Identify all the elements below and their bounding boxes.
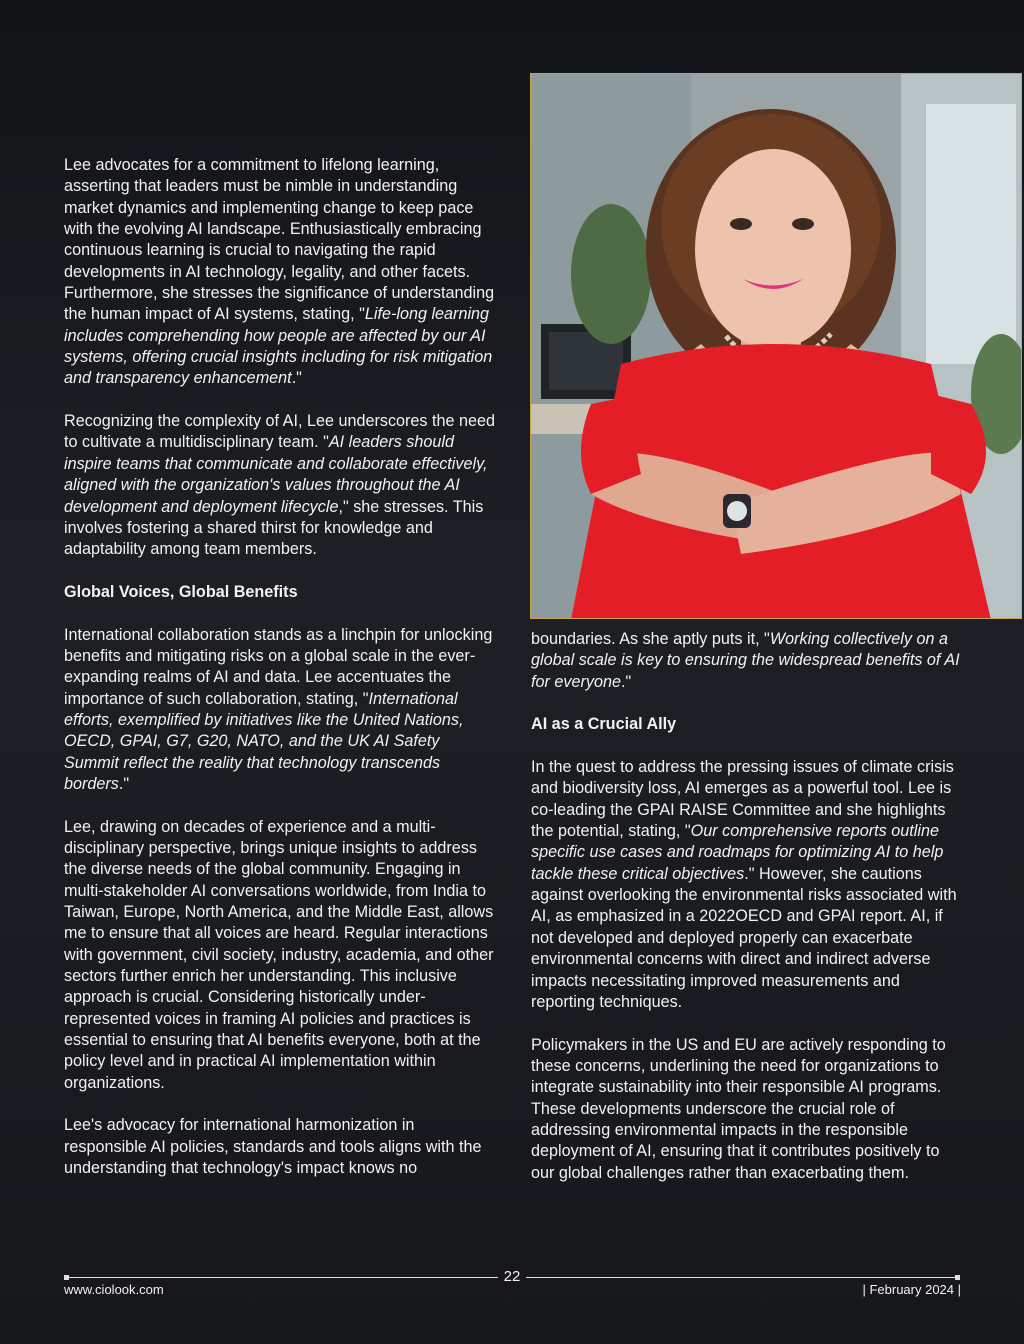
portrait-illustration <box>531 74 1022 619</box>
left-column <box>64 155 496 1201</box>
paragraph: Recognizing the complexity of AI, Lee underscores the need to cultivate a multidisciplinary team. "AI leaders should inspire teams that communicate and collaborate effectively, aligned with the organization's values throughout the AI development and deployment lifecycle," she stresses. This involves fostering a shared thirst for knowledge and adaptability among team members. <box>64 412 496 559</box>
paragraph: Lee, drawing on decades of experience and a multi-disciplinary perspective, brings unique insights to address the diverse needs of the global community. Engaging in multi-stakeholder AI conversations worldwide, from India to Taiwan, Europe, North America, and the Middle East, allows me to ensure that all voices are heard. Regular interactions with government, civil society, industry, academia, and other sectors further enrich her understanding. This inclusive approach is crucial. Considering historically under-represented voices in framing AI policies and practices is essential to ensuring that AI benefits everyone, both at the policy level and in practical AI implementation within organizations. <box>64 817 494 1092</box>
page-number: 22 <box>503 1268 521 1285</box>
quote: International efforts, exemplified by initiatives like the United Nations, OECD, GPAI, G7, G20, NATO, and the UK AI Safety Summit reflect the reality that technology transcends borders <box>64 689 464 793</box>
paragraph: International collaboration stands as a linchpin for unlocking benefits and mitigating risks on a global scale in the ever-expanding realms of AI and data. Lee accentuates the importance of such collaboration, stating, "International efforts, exemplified by initiatives like the United Nations, OECD, GPAI, G7, G20, NATO, and the UK AI Safety Summit reflect the reality that technology transcends borders." <box>64 625 493 793</box>
portrait-photo <box>530 73 1022 619</box>
website-link[interactable]: www.ciolook.com <box>64 1282 164 1297</box>
footer-rule-end <box>955 1275 960 1280</box>
section-heading: AI as a Crucial Ally <box>531 715 677 734</box>
paragraph: Lee advocates for a commitment to lifelong learning, asserting that leaders must be nimble in understanding market dynamics and implementing change to keep pace with the evolving AI landscape. Enthusiastically embracing continuous learning is crucial to navigating the rapid developments in AI technology, legality, and other facets. Furthermore, she stresses the significance of understanding the human impact of AI systems, stating, "Life-long learning includes comprehending how people are affected by our AI systems, offering crucial insights including for risk mitigation and transparency enhancement." <box>64 156 495 388</box>
paragraph: In the quest to address the pressing issues of climate crisis and biodiversity loss, AI emerges as a powerful tool. Lee is co-leading the GPAI RAISE Committee and she highlights the potential, stating, "Our comprehensive reports outline specific use cases and roadmaps for optimizing AI to help tackle these critical objectives." However, she cautions against overlooking the environmental risks associated with AI, as emphasized in a 2022OECD and GPAI report. AI, if not developed and deployed properly can exacerbate environmental concerns with direct and indirect adverse impacts necessitating improved measurements and reporting techniques. <box>531 758 957 1011</box>
issue-date: | February 2024 | <box>862 1282 961 1297</box>
paragraph: boundaries. As she aptly puts it, "Working collectively on a global scale is key to ensuring the widespread benefits of AI for everyone." <box>531 630 960 691</box>
quote: AI leaders should inspire teams that communicate and collaborate effectively, aligned with the organization's values throughout the AI development and deployment lifecycle <box>64 433 488 516</box>
paragraph: Lee's advocacy for international harmonization in responsible AI policies, standards and tools aligns with the understanding that technology's impact knows no <box>64 1116 482 1178</box>
quote: Working collectively on a global scale is key to ensuring the widespread benefits of AI for everyone <box>531 630 960 691</box>
paragraph: Policymakers in the US and EU are actively responding to these concerns, underlining the need for organizations to integrate sustainability into their responsible AI programs. These developments underscore the crucial role of addressing environmental impacts in the responsible deployment of AI, ensuring that it contributes positively to our global challenges rather than exacerbating them. <box>531 1035 946 1182</box>
section-heading: Global Voices, Global Benefits <box>64 582 298 601</box>
footer-rule-left <box>64 1277 498 1278</box>
quote: Life-long learning includes comprehending how people are affected by our AI systems, offering crucial insights including for risk mitigation and transparency enhancement <box>64 305 493 388</box>
right-column <box>531 629 963 1205</box>
footer-rule-right <box>526 1277 960 1278</box>
quote: Our comprehensive reports outline specific use cases and roadmaps for optimizing AI to help tackle these critical objectives <box>531 822 944 883</box>
